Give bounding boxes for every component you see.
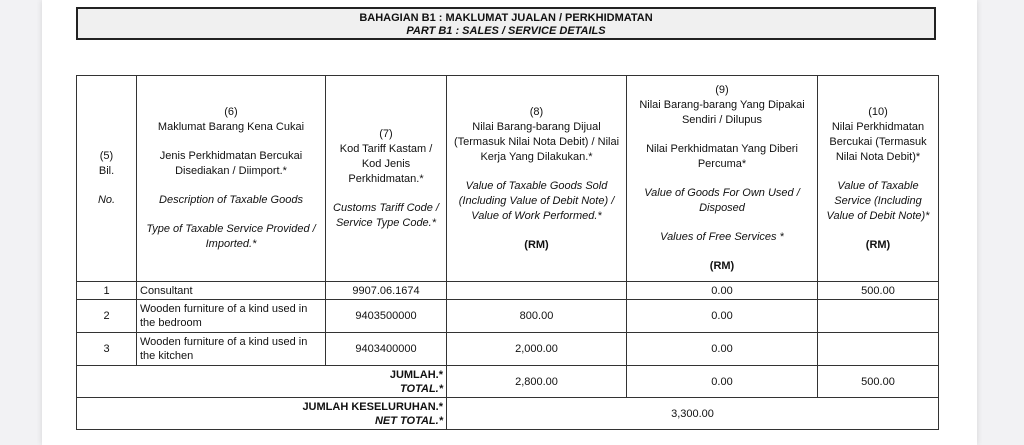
header-description [137, 76, 326, 282]
header-own-unit: (RM) [709, 260, 735, 272]
table-row [77, 300, 939, 333]
total-sold: 2,800.00 [447, 366, 627, 398]
header-desc-en2: Type of Taxable Service Provided / Imported.* [146, 223, 316, 250]
row-code: 9403400000 [326, 333, 447, 366]
row-sold: 2,000.00 [447, 333, 627, 366]
header-own-my1: Nilai Barang-barang Yang Dipakai Sendiri / Dilupus [639, 99, 805, 126]
header-own-num: (9) [715, 84, 729, 96]
header-own-en2: Values of Free Services * [660, 231, 784, 243]
header-sold-unit: (RM) [524, 238, 549, 251]
row-own: 0.00 [627, 300, 818, 333]
header-no [77, 76, 137, 282]
table-row [77, 282, 939, 300]
total-row [77, 366, 939, 398]
row-service [818, 333, 939, 366]
header-own-en1: Value of Goods For Own Used / Disposed [644, 187, 800, 214]
row-no: 2 [77, 300, 137, 333]
header-code-en: Customs Tariff Code / Service Type Code.* [333, 201, 439, 229]
header-sold-my: Nilai Barang-barang Dijual (Termasuk Nilai Nota Debit) / Nilai Kerja Yang Dilakukan.* [453, 120, 620, 163]
header-sold-en: Value of Taxable Goods Sold (Including Value of Debit Note) / Value of Work Performed.* [458, 179, 615, 222]
net-total-row [77, 398, 939, 430]
total-label-en: TOTAL.* [400, 382, 443, 395]
row-service [818, 300, 939, 333]
total-service: 500.00 [818, 366, 939, 398]
header-code-num: (7) [379, 127, 393, 140]
row-code: 9403500000 [326, 300, 447, 333]
total-own: 0.00 [627, 366, 818, 398]
row-own: 0.00 [627, 333, 818, 366]
header-tariff-code [326, 76, 447, 282]
header-taxable-service [818, 76, 939, 282]
net-total-label [77, 398, 447, 430]
row-sold [447, 282, 627, 300]
net-total-value: 3,300.00 [447, 398, 939, 430]
header-desc-my1: Maklumat Barang Kena Cukai [157, 121, 305, 133]
header-service-my: Nilai Perkhidmatan Bercukai (Termasuk Nilai Nota Debit)* [829, 120, 927, 163]
section-title-my: BAHAGIAN B1 : MAKLUMAT JUALAN / PERKHIDMATAN [359, 12, 653, 24]
header-service-num: (10) [868, 105, 888, 118]
row-code: 9907.06.1674 [326, 282, 447, 300]
header-service-en: Value of Taxable Service (Including Value of Debit Note)* [826, 179, 930, 222]
row-description: Wooden furniture of a kind used in the kitchen [137, 333, 326, 366]
table-header-row [77, 76, 939, 282]
header-own-use [627, 76, 818, 282]
header-service-unit: (RM) [865, 238, 891, 251]
row-service: 500.00 [818, 282, 939, 300]
total-label-my: JUMLAH.* [389, 368, 443, 381]
header-sold-num: (8) [529, 105, 544, 118]
header-code-my: Kod Tariff Kastam / Kod Jenis Perkhidmatan.* [339, 142, 433, 185]
row-sold: 800.00 [447, 300, 627, 333]
header-desc-en1: Description of Taxable Goods [159, 194, 303, 206]
row-no: 3 [77, 333, 137, 366]
net-total-label-en: NET TOTAL.* [374, 414, 443, 427]
header-no-num: (5) [99, 150, 114, 162]
header-desc-my2: Jenis Perkhidmatan Bercukai Disediakan / Diimport.* [159, 150, 303, 177]
total-label [77, 366, 447, 398]
row-description: Wooden furniture of a kind used in the bedroom [137, 300, 326, 333]
header-desc-num: (6) [224, 106, 238, 118]
table-row [77, 333, 939, 366]
net-total-label-my: JUMLAH KESELURUHAN.* [302, 400, 443, 413]
header-no-my: Bil. [98, 165, 115, 177]
row-description: Consultant [137, 282, 326, 300]
section-title-en: PART B1 : SALES / SERVICE DETAILS [406, 25, 606, 37]
header-own-my2: Nilai Perkhidmatan Yang Diberi Percuma* [646, 143, 798, 170]
sales-service-table [76, 75, 939, 430]
section-header [76, 7, 936, 40]
header-goods-sold [447, 76, 627, 282]
row-no: 1 [77, 282, 137, 300]
row-own: 0.00 [627, 282, 818, 300]
header-no-en: No. [97, 194, 116, 206]
